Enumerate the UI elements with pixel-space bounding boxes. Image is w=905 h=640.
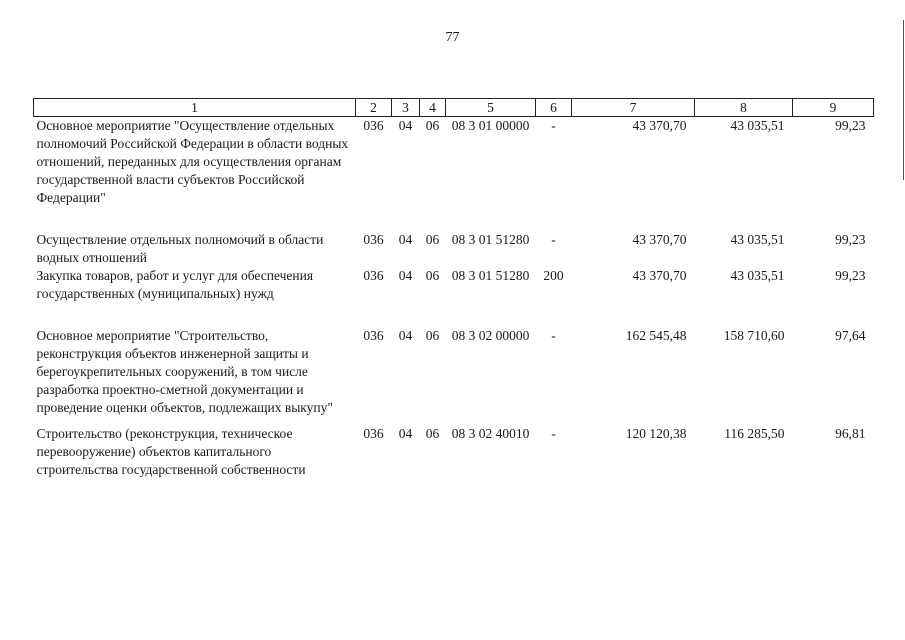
table-row (34, 327, 874, 417)
row-name: Закупка товаров, работ и услуг для обеспечения государственных (муниципальных) нужд (36, 268, 314, 301)
cell-section: 04 (398, 232, 413, 247)
cell-expense-type: - (551, 118, 556, 133)
page-number: 77 (445, 30, 460, 45)
cell-target-article: 08 3 02 00000 (451, 328, 530, 343)
cell-expense-type: 200 (543, 268, 564, 283)
cell-percent: 99,23 (835, 118, 866, 133)
cell-planned: 162 545,48 (625, 328, 687, 343)
column-header: 9 (793, 99, 874, 117)
cell-planned: 120 120,38 (625, 426, 687, 441)
column-header: 8 (695, 99, 793, 117)
column-header: 2 (356, 99, 392, 117)
spacer-row (34, 303, 874, 327)
cell-subsection: 06 (425, 426, 440, 441)
cell-ministry-code: 036 (363, 426, 384, 441)
cell-section: 04 (398, 118, 413, 133)
cell-subsection: 06 (425, 268, 440, 283)
cell-target-article: 08 3 01 51280 (451, 232, 530, 247)
table-row (34, 425, 874, 479)
cell-executed: 43 035,51 (730, 118, 785, 133)
row-name: Основное мероприятие "Строительство, реконструкция объектов инженерной защиты и берегоукрепительных сооружений, в том числе разработка проектно-сметной документации и проведение оценки объектов, подлежащих выкупу" (36, 328, 333, 415)
column-header: 4 (420, 99, 446, 117)
row-name: Основное мероприятие "Осуществление отдельных полномочий Российской Федерации в области водных отношений, переданных для осуществления органам государственной власти субъектов Российской Федерации" (36, 118, 349, 205)
column-header: 1 (34, 99, 356, 117)
cell-planned: 43 370,70 (632, 232, 687, 247)
cell-section: 04 (398, 268, 413, 283)
cell-expense-type: - (551, 328, 556, 343)
cell-executed: 158 710,60 (723, 328, 785, 343)
table-row (34, 117, 874, 208)
cell-ministry-code: 036 (363, 232, 384, 247)
cell-subsection: 06 (425, 328, 440, 343)
cell-percent: 96,81 (835, 426, 866, 441)
cell-executed: 43 035,51 (730, 232, 785, 247)
spacer-row (34, 207, 874, 231)
header-row (34, 99, 874, 117)
cell-target-article: 08 3 02 40010 (451, 426, 530, 441)
cell-ministry-code: 036 (363, 268, 384, 283)
cell-planned: 43 370,70 (632, 118, 687, 133)
budget-table (33, 98, 874, 479)
row-name: Осуществление отдельных полномочий в области водных отношений (36, 232, 324, 265)
cell-subsection: 06 (425, 232, 440, 247)
page-edge-line (903, 20, 904, 180)
column-header: 7 (572, 99, 695, 117)
row-name: Строительство (реконструкция, техническое перевооружение) объектов капитального строительства государственной собственности (36, 426, 306, 477)
table-row (34, 231, 874, 267)
table-row (34, 267, 874, 303)
cell-section: 04 (398, 328, 413, 343)
cell-executed: 116 285,50 (724, 426, 785, 441)
column-header: 5 (446, 99, 536, 117)
cell-planned: 43 370,70 (632, 268, 687, 283)
cell-percent: 97,64 (835, 328, 866, 343)
cell-target-article: 08 3 01 00000 (451, 118, 530, 133)
cell-subsection: 06 (425, 118, 440, 133)
cell-target-article: 08 3 01 51280 (451, 268, 530, 283)
spacer-row (34, 417, 874, 425)
cell-section: 04 (398, 426, 413, 441)
cell-expense-type: - (551, 232, 556, 247)
column-header: 6 (536, 99, 572, 117)
cell-percent: 99,23 (835, 232, 866, 247)
column-header: 3 (392, 99, 420, 117)
cell-expense-type: - (551, 426, 556, 441)
cell-ministry-code: 036 (363, 328, 384, 343)
cell-ministry-code: 036 (363, 118, 384, 133)
cell-executed: 43 035,51 (730, 268, 785, 283)
cell-percent: 99,23 (835, 268, 866, 283)
